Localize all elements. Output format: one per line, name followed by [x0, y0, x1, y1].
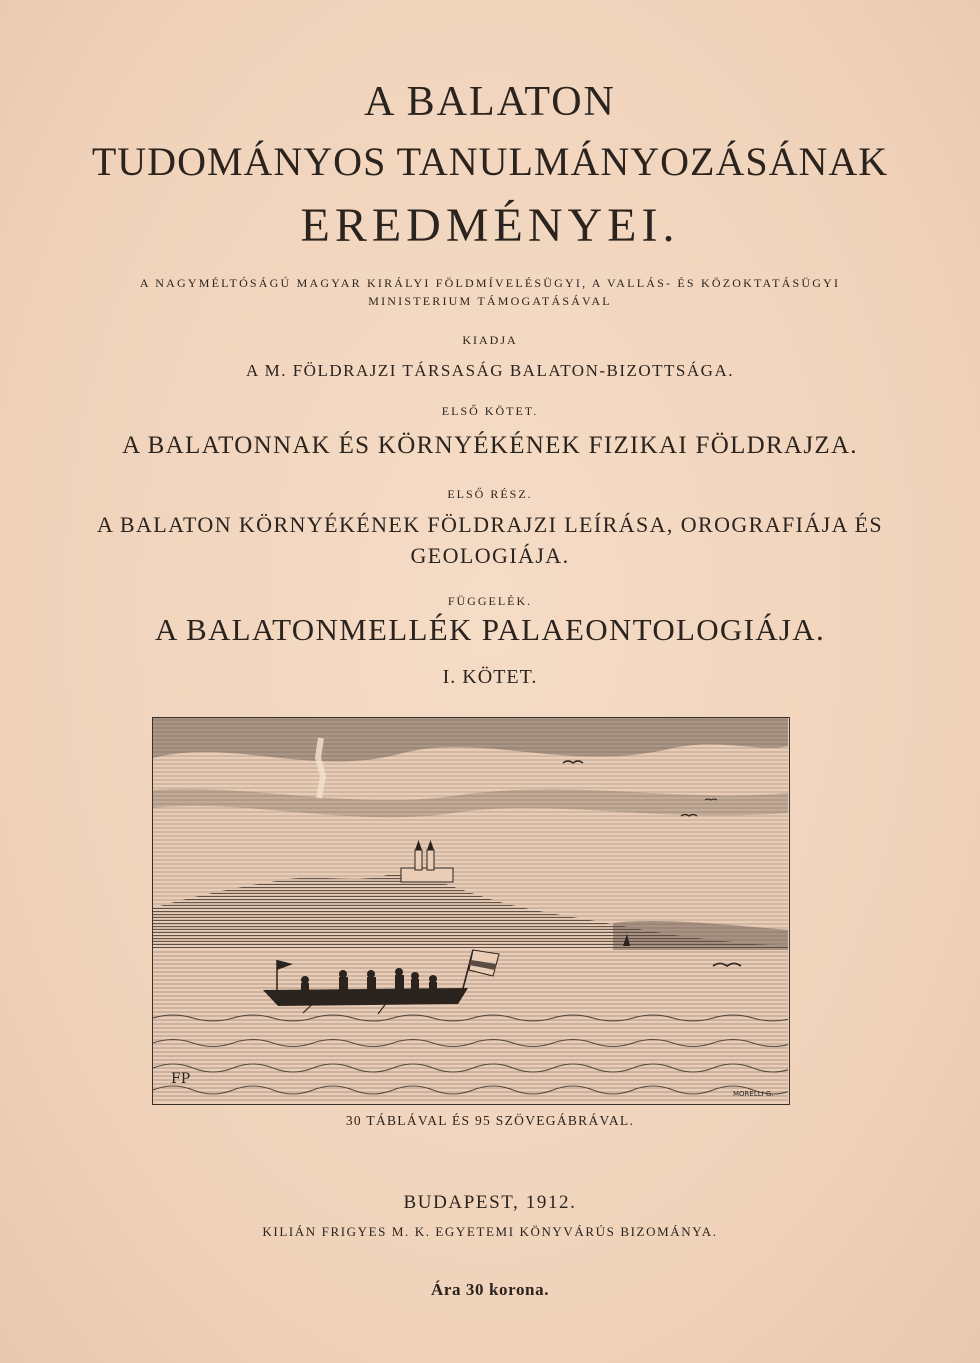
appendix-title: A BALATONMELLÉK PALAEONTOLOGIÁJA. — [154, 612, 826, 647]
publisher-name: A M. FÖLDRAJZI TÁRSASÁG BALATON-BIZOTTSÁGA. — [246, 361, 734, 380]
illustration-caption: 30 TÁBLÁVAL ÉS 95 SZÖVEGÁBRÁVAL. — [345, 1113, 635, 1128]
light-streak — [318, 738, 323, 798]
title-line-1: A BALATON — [364, 79, 616, 125]
volume-label: ELSŐ KÖTET. — [441, 404, 539, 418]
part-title-line-2: GEOLOGIÁJA. — [410, 543, 570, 568]
lake-water — [153, 950, 788, 1103]
monogram-mark: FP — [171, 1071, 191, 1087]
title-line-3: EREDMÉNYEI. — [300, 199, 680, 252]
volume-title: A BALATONNAK ÉS KÖRNYÉKÉNEK FIZIKAI FÖLDRAJZA. — [122, 432, 858, 459]
publisher-label: KIADJA — [462, 333, 518, 347]
title-line-2: TUDOMÁNYOS TANULMÁNYOZÁSÁNAK — [91, 139, 889, 184]
appendix-label: FÜGGELÉK. — [447, 594, 533, 608]
appendix-volume: I. KÖTET. — [442, 666, 538, 688]
part-label: ELSŐ RÉSZ. — [447, 487, 533, 501]
price: Ára 30 korona. — [430, 1280, 550, 1299]
imprint-printer: KILIÁN FRIGYES M. K. EGYETEMI KÖNYVÁRÚS BIZOMÁNYA. — [262, 1224, 718, 1239]
imprint-city-year: BUDAPEST, 1912. — [403, 1192, 577, 1213]
sponsor-line-2: MINISTERIUM TÁMOGATÁSÁVAL — [368, 294, 612, 308]
sponsor-line-1: A NAGYMÉLTÓSÁGÚ MAGYAR KIRÁLYI FÖLDMÍVELÉSÜGYI, A VALLÁS- ÉS KÖZOKTATÁSÜGYI — [139, 276, 841, 290]
part-title-line-1: A BALATON KÖRNYÉKÉNEK FÖLDRAJZI LEÍRÁSA, OROGRAFIÁJA ÉS — [96, 512, 884, 537]
engraver-signature: MORELLI G. — [733, 1090, 774, 1098]
lake-engraving-illustration — [152, 717, 790, 1105]
